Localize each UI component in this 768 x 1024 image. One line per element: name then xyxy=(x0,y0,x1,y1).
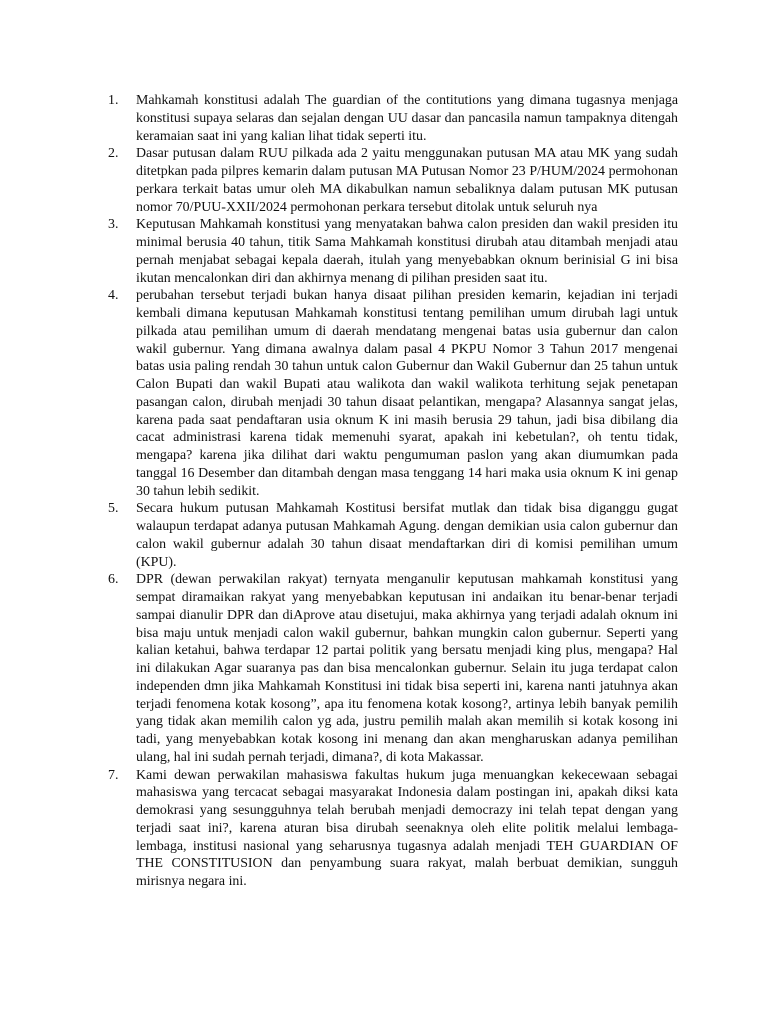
list-item-5 xyxy=(108,500,678,571)
list-item-4 xyxy=(108,287,678,500)
list-item-number: 3. xyxy=(108,217,119,233)
list-item-text: Keputusan Mahkamah konstitusi yang menyatakan bahwa calon presiden dan wakil presiden itu minimal berusia 40 tahun, titik Sama Mahkamah konstitusi dirubah atau ditambah menjadi atau pernah menjabat sebagai kepala daerah, itulah yang menyebabkan oknum berinisial G ini bisa ikutan mencalonkan diri dan akhirnya menang di pilihan presiden saat itu. xyxy=(136,217,678,286)
list-item-number: 1. xyxy=(108,93,119,108)
list-item-text: Mahkamah konstitusi adalah The guardian of the contitutions yang dimana tugasnya menjaga konstitusi supaya selaras dan sejalan dengan UU dasar dan pancasila namun tampaknya ditengah keramaian saat ini yang kalian lihat tidak seperti itu. xyxy=(136,93,678,144)
list-item-number: 6. xyxy=(108,572,119,588)
list-item-3 xyxy=(108,216,678,287)
list-item-number: 5. xyxy=(108,501,119,517)
list-item-text: Kami dewan perwakilan mahasiswa fakultas hukum juga menuangkan kekecewaan sebagai mahasiswa yang tercacat sebagai masyarakat Indonesia dalam postingan ini, apakah diksi kata demokrasi yang sesungguhnya telah berubah menjadi democrazy ini telah tepat dengan yang terjadi saat ini?, karena aturan bisa dirubah seenaknya oleh elite politik melalui lembaga-lembaga, institusi nasional yang seharusnya tugasnya adalah menjadi TEH GUARDIAN OF THE CONSTITUSION dan penyambung suara rakyat, malah berbuat demikian, sungguh mirisnya negara ini. xyxy=(136,767,678,889)
list-item-6 xyxy=(108,571,678,766)
list-item-2 xyxy=(108,145,678,216)
list-item-number: 7. xyxy=(108,767,119,783)
list-item-number: 2. xyxy=(108,146,119,162)
list-item-text: DPR (dewan perwakilan rakyat) ternyata menganulir keputusan mahkamah konstitusi yang sempat diramaikan rakyat yang menyebabkan keputusan ini andaikan itu benar-benar terjadi sampai dianulir DPR dan diAprove atau disetujui, maka akhirnya yang terjadi adalah oknum ini bisa maju untuk menjadi calon wakil gubernur, bahkan mungkin calon gubernur. Seperti yang kalian ketahui, bahwa terdapar 12 partai politik yang bersatu menjadi king plus, mengapa? Hal ini dilakukan Agar suaranya pas dan bisa mencalonkan gubernur. Selain itu juga terdapat calon independen dmn jika Mahkamah Konstitusi ini tidak bisa seperti ini, karena nanti jatuhnya akan terjadi fenomena kotak kosong”, apa itu fenomena kotak kosong?, artinya lebih banyak pemilih yang tidak akan memilih calon yg ada, justru pemilih malah akan memilih si kotak kosong ini tadi, yang menyebabkan kotak kosong ini menang dan akan mengharuskan adanya pemilihan ulang, hal ini sudah pernah terjadi, dimana?, di kota Makassar. xyxy=(136,572,678,765)
list-item-text: Secara hukum putusan Mahkamah Kostitusi bersifat mutlak dan tidak bisa diganggu gugat walaupun terdapat adanya putusan Mahkamah Agung. dengan demikian usia calon gubernur dan calon wakil gubernur adalah 30 tahun disaat mendaftarkan diri di komisi pemilihan umum (KPU). xyxy=(136,501,678,570)
list-item-text: Dasar putusan dalam RUU pilkada ada 2 yaitu menggunakan putusan MA atau MK yang sudah ditetpkan pada pilpres kemarin dalam putusan MA Putusan Nomor 23 P/HUM/2024 permohonan perkara terkait batas umur oleh MA dikabulkan namun sebaliknya dalam putusan MK putusan nomor 70/PUU-XXII/2024 permohonan perkara tersebut ditolak untuk seluruh nya xyxy=(136,146,678,215)
list-item-text: perubahan tersebut terjadi bukan hanya disaat pilihan presiden kemarin, kejadian ini terjadi kembali dimana keputusan Mahkamah konstitusi tentang pemilihan umum dirubah lagi untuk pilkada atau pemilihan umum di daerah mendatang mengenai batas usia gubernur dan calon wakil gubernur. Yang dimana awalnya dalam pasal 4 PKPU Nomor 3 Tahun 2017 mengenai batas usia paling rendah 30 tahun untuk calon Gubernur dan Wakil Gubernur dan 25 tahun untuk Calon Bupati dan wakil Bupati atau walikota dan wakil walikota terhitung sejak penetapan pasangan calon, dirubah menjadi 30 tahun disaat pelantikan, mengapa? Alasannya sangat jelas, karena pada saat pendaftaran usia oknum K ini masih berusia 29 tahun, jadi bisa dibilang dia cacat administrasi karena tidak memenuhi syarat, apakah ini kebetulan?, oh tentu tidak, mengapa? karena jika dilihat dari waktu pengumuman paslon yang akan diumumkan pada tanggal 16 Desember dan ditambah dengan masa tenggang 14 hari maka usia oknum K ini genap 30 tahun lebih sedikit. xyxy=(136,288,678,499)
list-item-7 xyxy=(108,767,678,891)
list-item-1 xyxy=(108,92,678,145)
numbered-list xyxy=(108,92,678,891)
list-item-number: 4. xyxy=(108,288,119,304)
